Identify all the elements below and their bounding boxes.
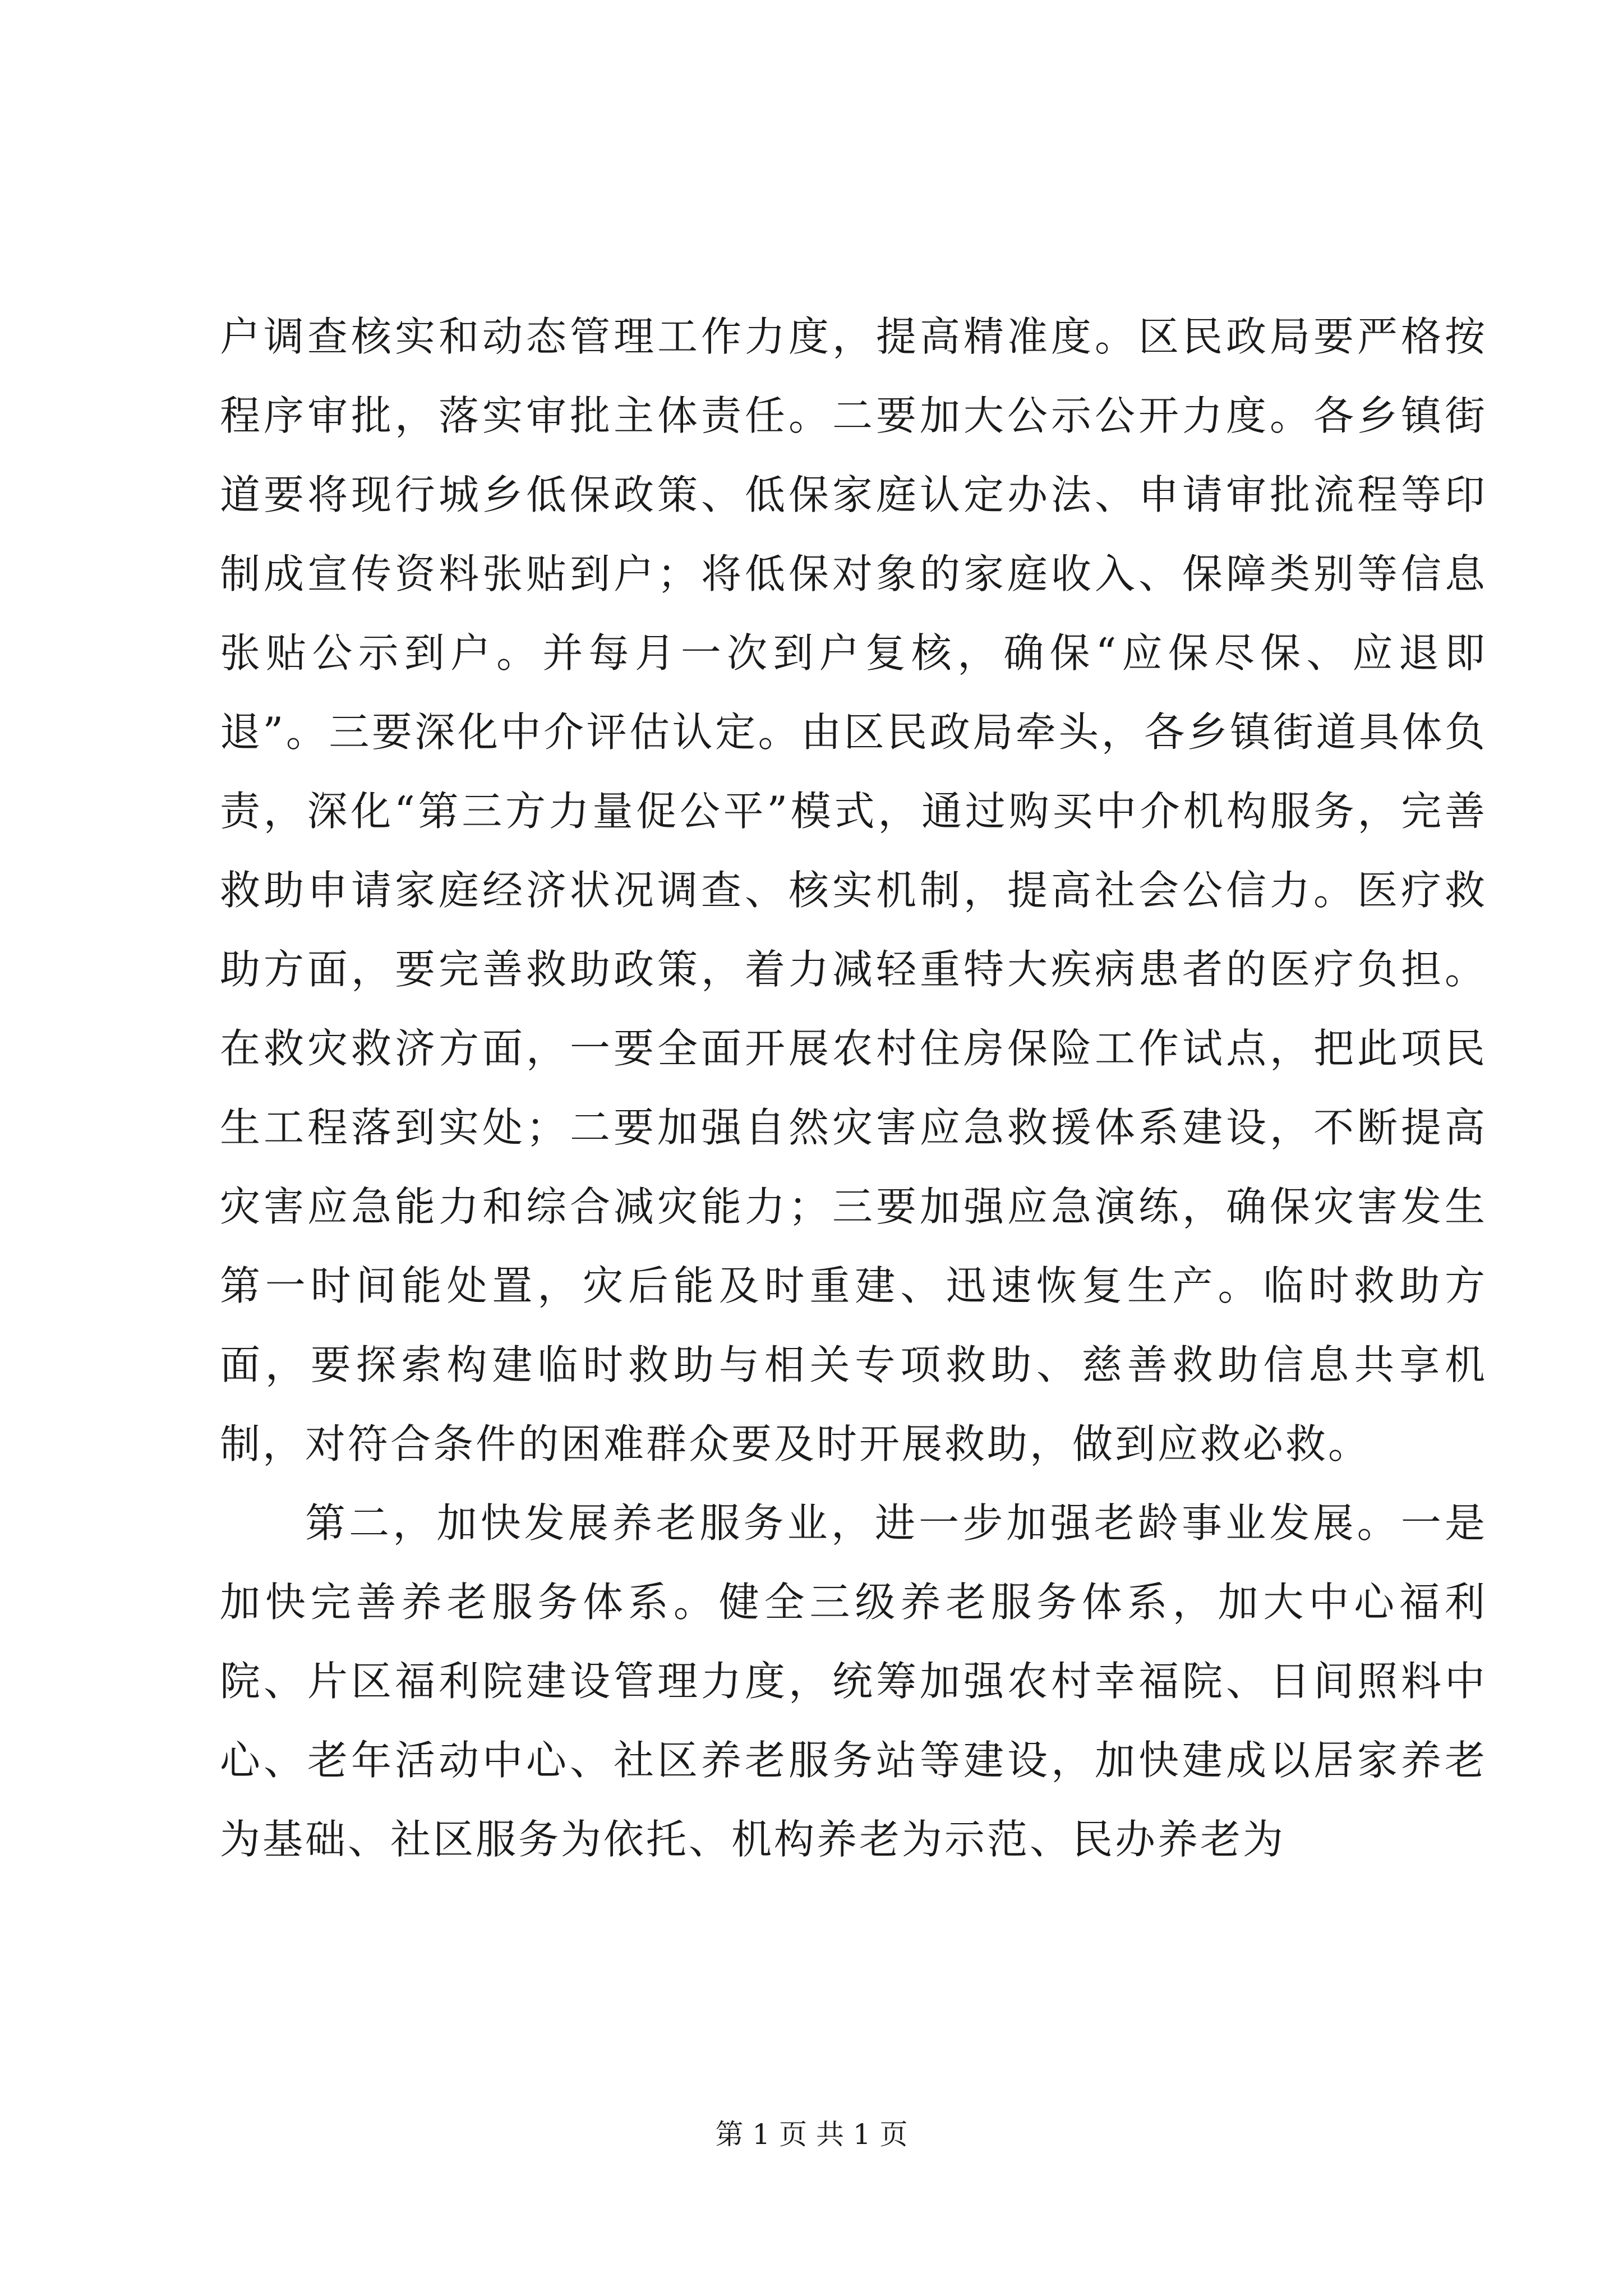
document-body (220, 297, 1487, 1879)
page-footer: 第 1 页 共 1 页 (715, 2118, 908, 2151)
paragraph-continuation: 户调查核实和动态管理工作力度，提高精准度。区民政局要严格按程序审批，落实审批主体责任。二要加大公示公开力度。各乡镇街道要将现行城乡低保政策、低保家庭认定办法、申请审批流程等印制成宣传资料张贴到户；将低保对象的家庭收入、保障类别等信息张贴公示到户。并每月一次到户复核，确保“应保尽保、应退即退”。三要深化中介评估认定。由区民政局牵头，各乡镇街道具体负责，深化“第三方力量促公平”模式，通过购买中介机构服务，完善救助申请家庭经济状况调查、核实机制，提高社会公信力。医疗救助方面，要完善救助政策，着力减轻重特大疾病患者的医疗负担。在救灾救济方面，一要全面开展农村住房保险工作试点，把此项民生工程落到实处；二要加强自然灾害应急救援体系建设，不断提高灾害应急能力和综合减灾能力；三要加强应急演练，确保灾害发生第一时间能处置，灾后能及时重建、迅速恢复生产。临时救助方面，要探索构建临时救助与相关专项救助、慈善救助信息共享机制，对符合条件的困难群众要及时开展救助，做到应救必救。 (220, 313, 1487, 1467)
paragraph-second-point: 第二，加快发展养老服务业，进一步加强老龄事业发展。一是加快完善养老服务体系。健全三级养老服务体系，加大中心福利院、片区福利院建设管理力度，统筹加强农村幸福院、日间照料中心、老年活动中心、社区养老服务站等建设，加快建成以居家养老为基础、社区服务为依托、机构养老为示范、民办养老为 (220, 1499, 1487, 1863)
